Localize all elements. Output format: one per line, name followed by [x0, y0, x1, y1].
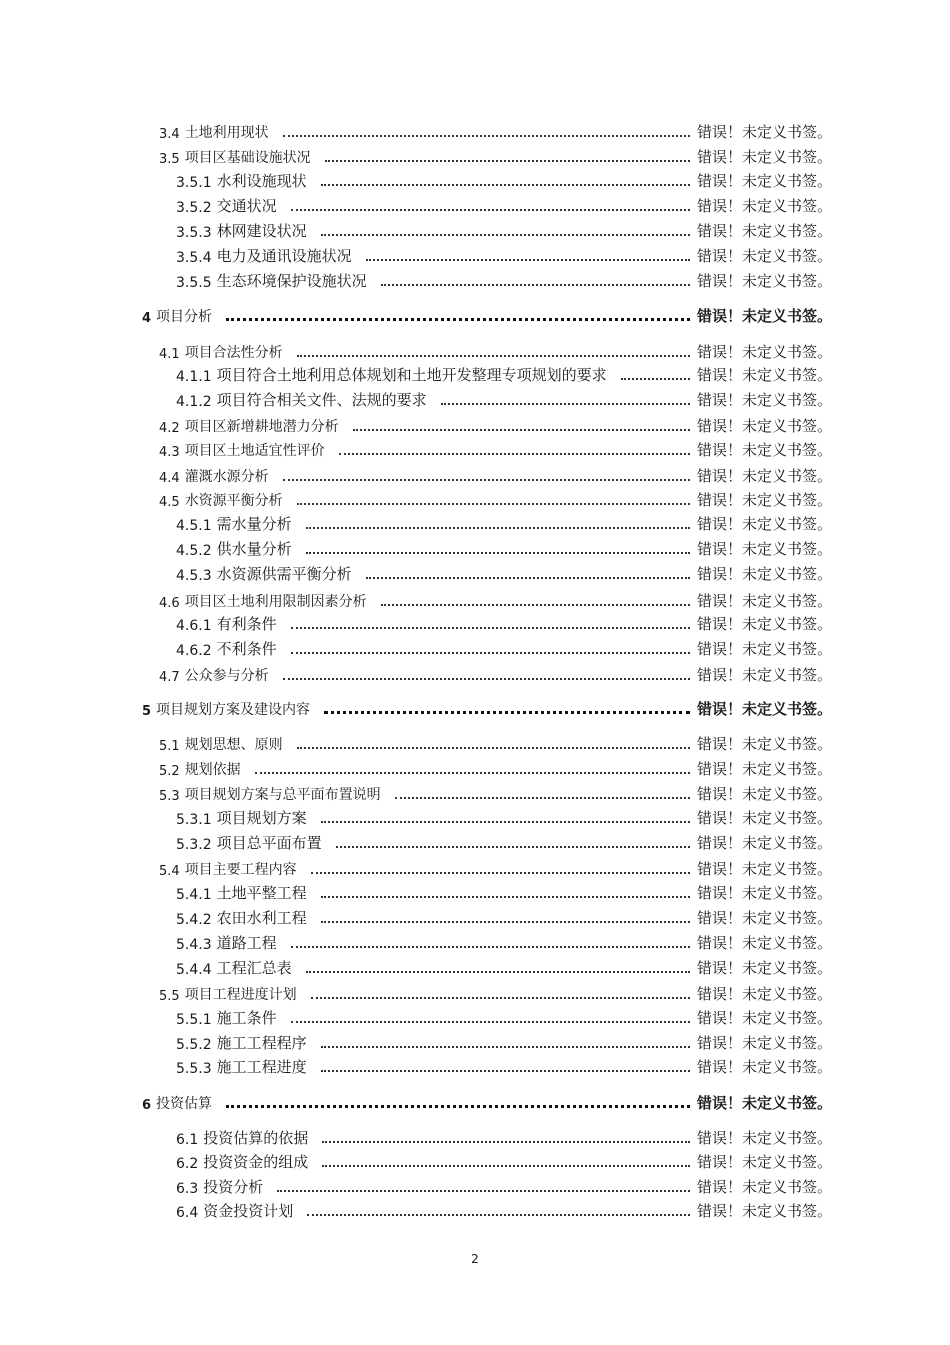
toc-entry[interactable]	[0, 217, 950, 241]
toc-leader-dots	[283, 678, 690, 680]
toc-entry-number: 5.5	[159, 989, 180, 1004]
toc-entry[interactable]	[0, 904, 950, 928]
toc-entry-number: 6.1	[176, 1132, 199, 1148]
toc-leader-dots	[277, 1190, 690, 1192]
toc-entry-number: 4.5.2	[176, 543, 212, 559]
toc-entry-title: 生态环境保护设施状况	[216, 272, 367, 290]
toc-page-reference: 错误！未定义书签。	[697, 809, 833, 827]
toc-page-reference: 错误！未定义书签。	[697, 417, 833, 435]
toc-entry[interactable]	[0, 780, 950, 804]
toc-entry-number: 6.4	[176, 1205, 199, 1221]
toc-page-reference: 错误！未定义书签。	[697, 172, 833, 190]
toc-page-reference: 错误！未定义书签。	[697, 272, 833, 290]
toc-entry-number: 6.3	[176, 1181, 199, 1197]
toc-leader-dots	[395, 797, 690, 799]
toc-entry[interactable]	[0, 167, 950, 191]
toc-entry[interactable]	[0, 462, 950, 486]
toc-entry-title: 项目规划方案与总平面布置说明	[184, 787, 381, 803]
toc-entry[interactable]	[0, 361, 950, 385]
toc-leader-dots	[366, 259, 690, 261]
toc-entry-title: 项目分析	[156, 309, 213, 325]
toc-entry-number: 5.4.4	[176, 962, 212, 978]
toc-entry[interactable]	[0, 486, 950, 510]
toc-entry[interactable]	[0, 804, 950, 828]
toc-leader-dots	[283, 479, 690, 481]
toc-entry-number: 5.5.1	[176, 1012, 212, 1028]
toc-entry-title: 项目合法性分析	[184, 345, 283, 361]
toc-entry-title: 需水量分析	[216, 515, 292, 533]
toc-entry-number: 5.3	[159, 789, 180, 804]
toc-entry[interactable]	[0, 1029, 950, 1053]
toc-leader-dots	[291, 627, 690, 629]
toc-entry-title: 项目区基础设施状况	[184, 150, 311, 166]
toc-entry-number: 3.5.5	[176, 275, 212, 291]
toc-leader-dots	[291, 652, 690, 654]
toc-entry[interactable]	[0, 436, 950, 460]
toc-page-reference: 错误！未定义书签。	[697, 959, 833, 977]
toc-leader-dots	[322, 1165, 690, 1167]
toc-page-reference: 错误！未定义书签。	[697, 1153, 833, 1171]
toc-entry-number: 4.5	[159, 495, 180, 510]
toc-entry-title: 农田水利工程	[216, 909, 307, 927]
toc-entry[interactable]	[0, 1004, 950, 1028]
toc-entry[interactable]	[0, 980, 950, 1004]
toc-leader-dots	[291, 1021, 690, 1023]
toc-page-reference: 错误！未定义书签。	[697, 222, 833, 240]
toc-entry[interactable]	[0, 192, 950, 216]
toc-entry-title: 项目区土地适宜性评价	[184, 443, 325, 459]
toc-page-reference: 错误！未定义书签。	[697, 735, 833, 753]
toc-page-reference: 错误！未定义书签。	[697, 491, 833, 509]
toc-entry-number: 4.5.1	[176, 518, 212, 534]
toc-entry-number: 6.2	[176, 1156, 199, 1172]
toc-entry-number: 4.6	[159, 596, 180, 611]
toc-page-reference: 错误！未定义书签。	[697, 934, 833, 952]
toc-page-reference: 错误！未定义书签。	[697, 540, 833, 558]
toc-entry-number: 5.4	[159, 864, 180, 879]
toc-leader-dots	[339, 453, 690, 455]
toc-entry[interactable]	[0, 829, 950, 853]
toc-entry[interactable]	[0, 755, 950, 779]
toc-entry-title: 项目区新增耕地潜力分析	[184, 419, 339, 435]
toc-entry-title: 水利设施现状	[216, 172, 307, 190]
toc-leader-dots	[291, 946, 690, 948]
toc-leader-dots	[306, 527, 690, 529]
toc-leader-dots	[255, 772, 690, 774]
toc-leader-dots	[324, 711, 690, 714]
toc-leader-dots	[306, 971, 690, 973]
toc-entry-number: 3.5.2	[176, 200, 212, 216]
toc-entry[interactable]	[0, 879, 950, 903]
toc-entry[interactable]	[0, 1148, 950, 1172]
toc-entry-title: 工程汇总表	[216, 959, 292, 977]
toc-entry-number: 5.4.3	[176, 937, 212, 953]
toc-page-reference: 错误！未定义书签。	[697, 860, 833, 878]
toc-entry-title: 投资估算的依据	[203, 1129, 309, 1147]
toc-leader-dots	[297, 355, 690, 357]
toc-entry-title: 项目工程进度计划	[184, 987, 297, 1003]
toc-page-reference: 错误！未定义书签。	[697, 785, 833, 803]
toc-entry-title: 规划思想、原则	[184, 737, 283, 753]
toc-entry-title: 规划依据	[184, 762, 241, 778]
toc-entry[interactable]	[0, 386, 950, 410]
toc-entry[interactable]	[0, 118, 950, 142]
toc-entry-title: 林网建设状况	[216, 222, 307, 240]
toc-leader-dots	[366, 577, 690, 579]
toc-page-reference: 错误！未定义书签。	[697, 700, 833, 718]
toc-page-reference: 错误！未定义书签。	[697, 909, 833, 927]
page-number: 2	[471, 1252, 479, 1266]
toc-page-reference: 错误！未定义书签。	[697, 834, 833, 852]
toc-entry-title: 施工工程进度	[216, 1058, 307, 1076]
toc-page-reference: 错误！未定义书签。	[697, 391, 833, 409]
toc-entry-number: 4.7	[159, 670, 180, 685]
toc-entry[interactable]	[0, 412, 950, 436]
toc-page-reference: 错误！未定义书签。	[697, 343, 833, 361]
toc-entry[interactable]	[0, 855, 950, 879]
toc-entry-title: 交通状况	[216, 197, 277, 215]
toc-page-reference: 错误！未定义书签。	[697, 467, 833, 485]
toc-entry-title: 项目规划方案	[216, 809, 307, 827]
toc-page-reference: 错误！未定义书签。	[697, 1178, 833, 1196]
toc-entry-title: 有利条件	[216, 615, 277, 633]
toc-entry[interactable]	[0, 1124, 950, 1148]
toc-page-reference: 错误！未定义书签。	[697, 1094, 833, 1112]
toc-entry-title: 施工条件	[216, 1009, 277, 1027]
toc-page-reference: 错误！未定义书签。	[697, 1009, 833, 1027]
toc-entry-title: 公众参与分析	[184, 668, 269, 684]
toc-entry-number: 4.1.1	[176, 369, 212, 385]
toc-entry-title: 土地平整工程	[216, 884, 307, 902]
toc-page-reference: 错误！未定义书签。	[697, 592, 833, 610]
toc-entry[interactable]	[0, 1053, 950, 1077]
toc-page-reference: 错误！未定义书签。	[697, 1202, 833, 1220]
toc-page-reference: 错误！未定义书签。	[697, 515, 833, 533]
toc-entry-title: 水资源供需平衡分析	[216, 565, 352, 583]
toc-leader-dots	[311, 997, 690, 999]
toc-entry[interactable]	[0, 929, 950, 953]
toc-page-reference: 错误！未定义书签。	[697, 985, 833, 1003]
toc-entry-title: 水资源平衡分析	[184, 493, 283, 509]
toc-leader-dots	[283, 135, 690, 137]
toc-page-reference: 错误！未定义书签。	[697, 1058, 833, 1076]
toc-entry-title: 项目符合相关文件、法规的要求	[216, 391, 427, 409]
toc-page-reference: 错误！未定义书签。	[697, 666, 833, 684]
toc-entry-number: 3.5.1	[176, 175, 212, 191]
toc-entry-title: 施工工程程序	[216, 1034, 307, 1052]
toc-entry-title: 项目规划方案及建设内容	[156, 702, 311, 718]
toc-leader-dots	[381, 604, 690, 606]
toc-entry-number: 4	[142, 311, 152, 326]
toc-entry-title: 土地利用现状	[184, 125, 269, 141]
toc-entry-number: 4.1.2	[176, 394, 212, 410]
toc-page-reference: 错误！未定义书签。	[697, 123, 833, 141]
toc-page-reference: 错误！未定义书签。	[697, 565, 833, 583]
toc-entry[interactable]	[0, 267, 950, 291]
toc-leader-dots	[322, 1141, 690, 1143]
toc-entry-title: 不利条件	[216, 640, 277, 658]
toc-entry-title: 资金投资计划	[203, 1202, 294, 1220]
toc-entry-number: 4.6.2	[176, 643, 212, 659]
toc-page-reference: 错误！未定义书签。	[697, 197, 833, 215]
toc-entry-number: 5.3.2	[176, 837, 212, 853]
toc-page-reference: 错误！未定义书签。	[697, 366, 833, 384]
toc-entry[interactable]	[0, 560, 950, 584]
toc-entry[interactable]	[0, 338, 950, 362]
toc-entry-number: 4.6.1	[176, 618, 212, 634]
toc-entry-number: 6	[142, 1098, 152, 1113]
toc-page-reference: 错误！未定义书签。	[697, 640, 833, 658]
toc-leader-dots	[297, 747, 690, 749]
toc-leader-dots	[226, 318, 690, 321]
toc-entry[interactable]	[0, 610, 950, 634]
toc-entry[interactable]	[0, 302, 950, 326]
toc-entry-number: 3.5.4	[176, 250, 212, 266]
toc-entry[interactable]	[0, 1089, 950, 1113]
toc-entry[interactable]	[0, 954, 950, 978]
toc-entry-number: 4.5.3	[176, 568, 212, 584]
toc-entry-number: 5.4.1	[176, 887, 212, 903]
toc-entry-title: 供水量分析	[216, 540, 292, 558]
toc-leader-dots	[311, 872, 690, 874]
toc-page-reference: 错误！未定义书签。	[697, 441, 833, 459]
toc-leader-dots	[297, 503, 690, 505]
toc-entry[interactable]	[0, 730, 950, 754]
toc-entry-number: 4.3	[159, 445, 180, 460]
toc-leader-dots	[306, 552, 690, 554]
toc-entry-title: 项目主要工程内容	[184, 862, 297, 878]
toc-page-reference: 错误！未定义书签。	[697, 148, 833, 166]
toc-leader-dots	[226, 1105, 690, 1108]
toc-entry[interactable]	[0, 143, 950, 167]
toc-entry-number: 3.4	[159, 127, 180, 142]
toc-entry-title: 电力及通讯设施状况	[216, 247, 352, 265]
toc-leader-dots	[321, 234, 690, 236]
toc-page-reference: 错误！未定义书签。	[697, 884, 833, 902]
toc-entry-number: 4.4	[159, 471, 180, 486]
toc-entry-title: 项目符合土地利用总体规划和土地开发整理专项规划的要求	[216, 366, 607, 384]
toc-leader-dots	[621, 378, 690, 380]
toc-entry[interactable]	[0, 242, 950, 266]
toc-page-reference: 错误！未定义书签。	[697, 1129, 833, 1147]
toc-entry-title: 道路工程	[216, 934, 277, 952]
toc-entry[interactable]	[0, 1197, 950, 1221]
toc-entry-number: 4.1	[159, 347, 180, 362]
toc-page-reference: 错误！未定义书签。	[697, 760, 833, 778]
toc-entry-number: 5.1	[159, 739, 180, 754]
toc-leader-dots	[321, 921, 690, 923]
toc-leader-dots	[321, 1070, 690, 1072]
toc-page-reference: 错误！未定义书签。	[697, 247, 833, 265]
toc-entry-title: 投资分析	[203, 1178, 264, 1196]
toc-entry-title: 项目区土地利用限制因素分析	[184, 594, 367, 610]
toc-leader-dots	[321, 1046, 690, 1048]
toc-page-reference: 错误！未定义书签。	[697, 615, 833, 633]
toc-entry[interactable]	[0, 510, 950, 534]
toc-leader-dots	[381, 284, 690, 286]
toc-entry-title: 投资资金的组成	[203, 1153, 309, 1171]
toc-entry[interactable]	[0, 535, 950, 559]
toc-entry-number: 4.2	[159, 421, 180, 436]
toc-entry[interactable]	[0, 1173, 950, 1197]
toc-leader-dots	[307, 1214, 690, 1216]
toc-leader-dots	[325, 160, 690, 162]
toc-leader-dots	[353, 429, 690, 431]
toc-entry-title: 灌溉水源分析	[184, 469, 269, 485]
toc-leader-dots	[321, 184, 690, 186]
toc-leader-dots	[321, 896, 690, 898]
toc-entry-number: 5.2	[159, 764, 180, 779]
toc-entry-number: 3.5	[159, 152, 180, 167]
toc-entry-number: 3.5.3	[176, 225, 212, 241]
toc-entry-number: 5	[142, 704, 152, 719]
toc-entry-title: 项目总平面布置	[216, 834, 322, 852]
toc-entry-number: 5.5.3	[176, 1061, 212, 1077]
toc-entry-number: 5.3.1	[176, 812, 212, 828]
toc-entry[interactable]	[0, 695, 950, 719]
toc-entry-title: 投资估算	[156, 1096, 213, 1112]
toc-entry[interactable]	[0, 661, 950, 685]
toc-entry-number: 5.5.2	[176, 1037, 212, 1053]
toc-leader-dots	[291, 209, 690, 211]
toc-entry[interactable]	[0, 635, 950, 659]
toc-entry[interactable]	[0, 587, 950, 611]
toc-leader-dots	[441, 403, 690, 405]
toc-leader-dots	[321, 821, 690, 823]
toc-leader-dots	[336, 846, 690, 848]
toc-page-reference: 错误！未定义书签。	[697, 1034, 833, 1052]
toc-page-reference: 错误！未定义书签。	[697, 307, 833, 325]
toc-entry-number: 5.4.2	[176, 912, 212, 928]
